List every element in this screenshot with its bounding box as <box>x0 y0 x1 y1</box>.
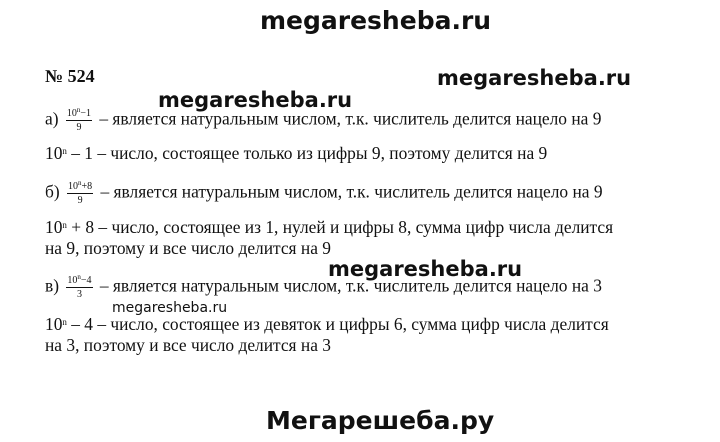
part-b-statement <box>45 181 603 206</box>
site-watermark-right: megaresheba.ru <box>437 66 632 90</box>
part-c-label: в) <box>45 275 60 296</box>
part-a-explanation: 10$^n$ – 1 – число, состоящее только из цифры 9, поэтому делится на 9 <box>45 143 548 163</box>
site-watermark-left: megaresheba.ru <box>158 88 353 112</box>
part-b-fraction <box>67 181 93 206</box>
task-number: № 524 <box>45 66 95 86</box>
site-watermark-small: megaresheba.ru <box>112 300 228 316</box>
part-b-statement-text: – является натуральным числом, т.к. числитель делится нацело на 9 <box>96 181 603 202</box>
part-c-numerator: $10^n-4$ <box>67 273 92 286</box>
part-a-denominator: 9 <box>76 122 82 133</box>
part-b-label: б) <box>45 181 60 202</box>
part-c-fraction <box>66 275 92 300</box>
part-c-explanation: 10$^n$ – 4 – число, состоящее из девяток и цифры 6, сумма цифр числа делится <box>45 314 609 334</box>
part-b-denominator: 9 <box>77 195 83 206</box>
site-watermark-bottom: Мегарешеба.ру <box>266 406 495 435</box>
part-a-fraction <box>66 108 92 133</box>
part-c-statement-text: – является натуральным числом, т.к. числитель делится нацело на 3 <box>95 275 602 296</box>
part-c-statement <box>45 275 602 300</box>
site-watermark-top: megaresheba.ru <box>260 6 492 35</box>
part-c-explanation-cont: на 3, поэтому и все число делится на 3 <box>45 335 331 355</box>
part-a-label: а) <box>45 108 59 129</box>
site-watermark-middle: megaresheba.ru <box>328 257 523 281</box>
part-c-denominator: 3 <box>76 289 82 300</box>
part-b-numerator: $10^n+8$ <box>68 179 93 192</box>
part-a-numerator: $10^n-1$ <box>66 106 92 119</box>
part-b-explanation-cont: на 9, поэтому и все число делится на 9 <box>45 238 331 258</box>
part-a-statement-text: – является натуральным числом, т.к. числитель делится нацело на 9 <box>95 108 602 129</box>
part-b-explanation: $10^n + 8$ – число, состоящее из 1, нулей и цифры 8, сумма цифр числа делится <box>45 217 614 237</box>
